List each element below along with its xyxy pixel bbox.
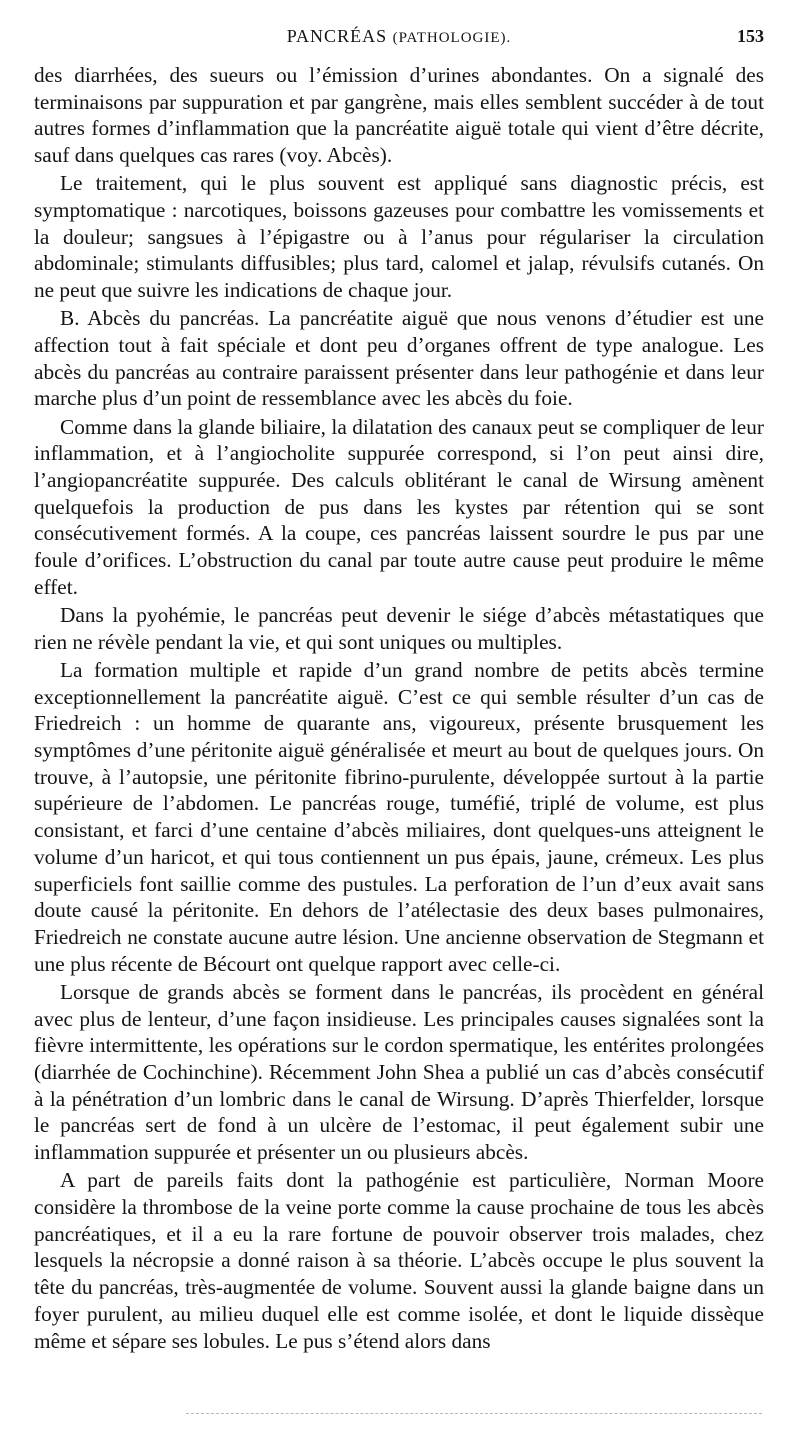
paragraph: Comme dans la glande biliaire, la dilatation des canaux peut se compliquer de leur inflammation, et à l’angiocholite suppurée correspond, si l’on peut ainsi dire, l’angiopancréatite suppurée. Des calculs oblitérant le canal de Wirsung amènent quelquefois la production de pus dans les kystes par rétention qui se sont consécutivement formés. A la coupe, ces pancréas laissent sourdre le pus par une foule d’orifices. L’obstruction du canal par toute autre cause peut produire le même effet. — [34, 414, 764, 599]
paragraph: B. Abcès du pancréas. La pancréatite aiguë que nous venons d’étudier est une affection tout à fait spéciale et dont peu d’organes offrent de type analogue. Les abcès du pancréas au contraire paraissent présenter dans leur pathogénie et dans leur marche plus d’un point de ressemblance avec les abcès du foie. — [34, 306, 764, 411]
paragraph: A part de pareils faits dont la pathogénie est particulière, Norman Moore considère la thrombose de la veine porte comme la cause prochaine de tous les abcès pancréatiques, et il a eu la rare fortune de pouvoir observer trois malades, chez lesquels la nécropsie a donné raison à sa théorie. L’abcès occupe le plus souvent la tête du pancréas, très-augmentée de volume. Souvent aussi la glande baigne dans un foyer purulent, au milieu duquel elle est comme isolée, et dont le liquide dissèque même et sépare ses lobules. Le pus s’étend alors dans — [34, 1168, 764, 1353]
running-head — [34, 26, 764, 56]
header-title: PANCRÉAS — [286, 26, 388, 46]
header-subtitle: (PATHOLOGIE). — [392, 30, 512, 46]
footer-divider — [186, 1413, 762, 1414]
paragraph: La formation multiple et rapide d’un grand nombre de petits abcès termine exceptionnellement la pancréatite aiguë. C’est ce qui semble résulter d’un cas de Friedreich : un homme de quarante ans, vigoureux, présente brusquement les symptômes d’une péritonite aiguë généralisée et meurt au bout de quelques jours. On trouve, à l’autopsie, une péritonite fibrino-purulente, développée surtout à la partie supérieure de l’abdomen. Le pancréas rouge, tuméfié, triplé de volume, est plus consistant, et farci d’une centaine d’abcès miliaires, dont quelques-uns atteignent le volume d’un haricot, et qui tous contiennent un pus épais, jaune, crémeux. Les plus superficiels font saillie comme des pustules. La perforation de l’un d’eux avait sans doute causé la péritonite. En dehors de l’atélectasie des deux bases pulmonaires, Friedreich ne constate aucune autre lésion. Une ancienne observation de Stegmann et une plus récente de Bécourt ont quelque rapport avec celle-ci. — [34, 657, 764, 976]
body-text — [34, 62, 764, 1356]
page-number: 153 — [737, 26, 764, 46]
paragraph: Dans la pyohémie, le pancréas peut devenir le siége d’abcès métastatiques que rien ne révèle pendant la vie, et qui sont uniques ou multiples. — [34, 603, 764, 654]
paragraph: Lorsque de grands abcès se forment dans le pancréas, ils procèdent en général avec plus de lenteur, d’une façon insidieuse. Les principales causes signalées sont la fièvre intermittente, les opérations sur le cordon spermatique, les entérites prolongées (diarrhée de Cochinchine). Récemment John Shea a publié un cas d’abcès consécutif à la pénétration d’un lombric dans le canal de Wirsung. D’après Thierfelder, lorsque le pancréas sert de fond à un ulcère de l’estomac, il peut également subir une inflammation suppurée et présenter un ou plusieurs abcès. — [34, 979, 764, 1165]
paragraph: Le traitement, qui le plus souvent est appliqué sans diagnostic précis, est symptomatique : narcotiques, boissons gazeuses pour combattre les vomissements et la douleur; sangsues à l’épigastre ou à l’anus pour régulariser la circulation abdominale; stimulants diffusibles; plus tard, calomel et jalap, révulsifs cutanés. On ne peut que suivre les indications de chaque jour. — [34, 171, 764, 303]
running-title — [34, 26, 764, 47]
paragraph: des diarrhées, des sueurs ou l’émission d’urines abondantes. On a signalé des terminaisons par suppuration et par gangrène, mais elles semblent succéder à de tout autres formes d’inflammation que la pancréatite aiguë totale qui vient d’être décrite, sauf dans quelques cas rares (voy. Abcès). — [34, 63, 764, 168]
